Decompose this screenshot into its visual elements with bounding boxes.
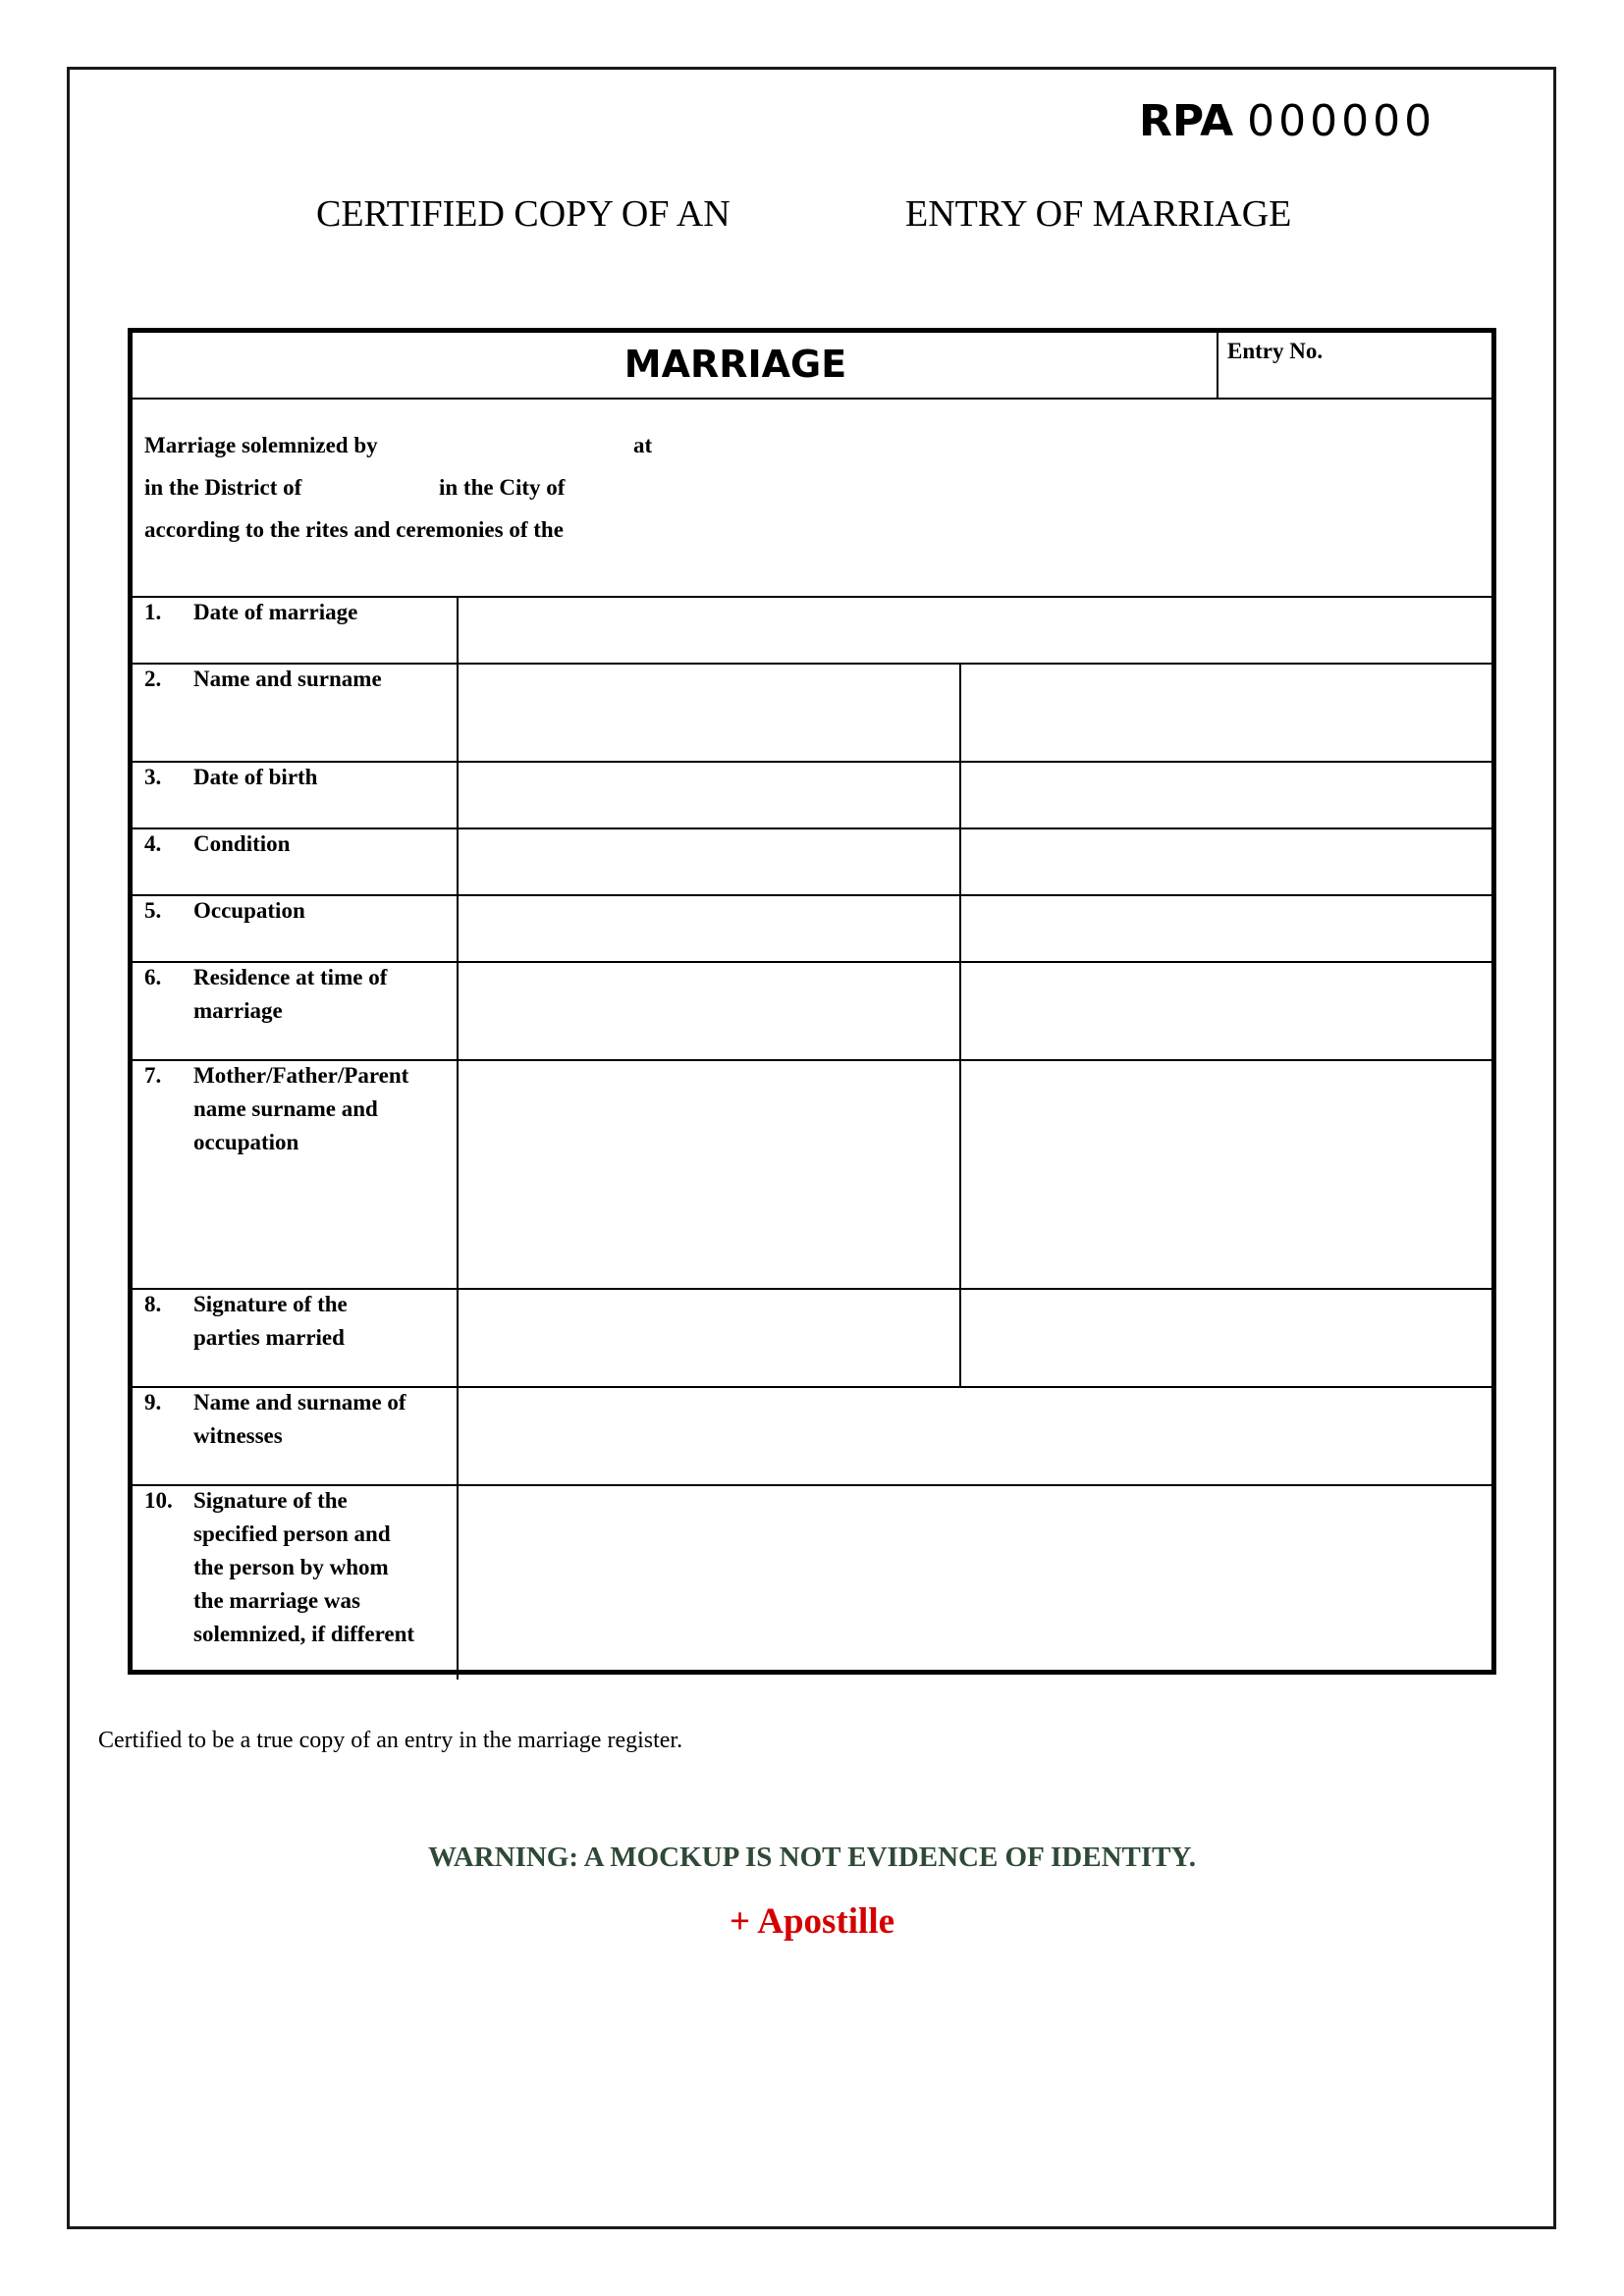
row-5-label: 5. Occupation bbox=[144, 898, 305, 923]
row-2-label: 2. Name and surname bbox=[144, 667, 382, 691]
register-title: MARRIAGE bbox=[623, 343, 847, 386]
entry-no-divider bbox=[1217, 333, 1218, 398]
document-title-left: CERTIFIED COPY OF AN bbox=[316, 193, 731, 235]
row-7-label: 7. Mother/Father/Parent name surname and occupation bbox=[144, 1063, 409, 1154]
row-6-label: 6. Residence at time of marriage bbox=[144, 965, 388, 1023]
row-divider bbox=[133, 761, 1491, 763]
row-1-label: 1. Date of marriage bbox=[144, 600, 358, 624]
row-4-label: 4. Condition bbox=[144, 831, 291, 856]
certification-statement: Certified to be a true copy of an entry in the marriage register. bbox=[98, 1728, 683, 1753]
serial-number bbox=[1139, 96, 1435, 146]
document-title-right: ENTRY OF MARRIAGE bbox=[905, 193, 1292, 235]
entry-no-label: Entry No. bbox=[1227, 339, 1324, 363]
serial-prefix: RPA bbox=[1139, 96, 1234, 146]
row-3-label: 3. Date of birth bbox=[144, 765, 318, 789]
apostille-text: + Apostille bbox=[729, 1901, 895, 1942]
serial-digits: 000000 bbox=[1247, 96, 1436, 146]
warning-text: WARNING: A MOCKUP IS NOT EVIDENCE OF IDENTITY. bbox=[427, 1842, 1197, 1873]
at-label: at bbox=[633, 433, 653, 457]
marriage-register-table bbox=[128, 328, 1496, 1675]
row-9-label: 9. Name and surname of witnesses bbox=[144, 1390, 406, 1448]
row-divider bbox=[133, 398, 1491, 400]
row-10-label: 10. Signature of the specified person and the person by whom the marriage was solemnized, if different bbox=[144, 1488, 415, 1646]
row-divider bbox=[133, 828, 1491, 829]
district-label: in the District of bbox=[144, 475, 302, 500]
row-8-label: 8. Signature of the parties married bbox=[144, 1292, 348, 1350]
row-divider bbox=[133, 894, 1491, 896]
party-column-divider bbox=[959, 663, 961, 1386]
solemnized-by-label: Marriage solemnized by bbox=[144, 433, 378, 457]
city-label: in the City of bbox=[439, 475, 566, 500]
rites-label: according to the rites and ceremonies of the bbox=[144, 517, 564, 542]
label-column-divider bbox=[457, 596, 459, 1680]
